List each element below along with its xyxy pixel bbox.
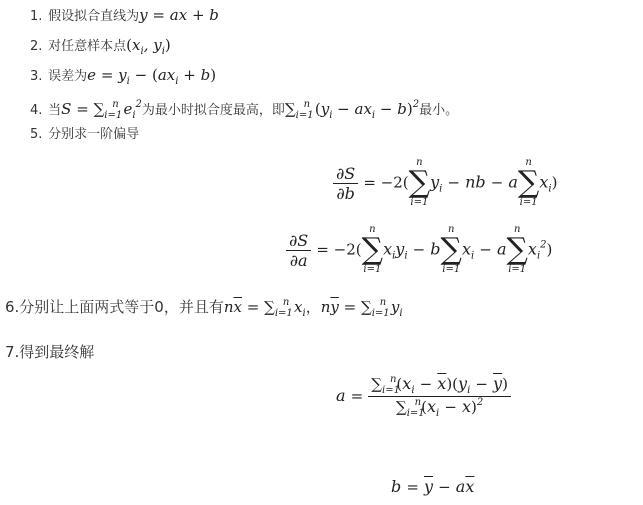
- error-equation: $e = y_i - (ax_i + b)$: [87, 66, 217, 87]
- sample-point: ($x_i$, $y_i$): [126, 36, 171, 57]
- line-equation: y = ax + b: [139, 6, 219, 24]
- step-text: 分别求一阶偏导: [48, 127, 140, 142]
- step-number: 3.: [30, 69, 43, 84]
- minimize-expression: $\sum_{i=1}^n$ $(y_i - ax_i - b)^2$: [284, 99, 420, 121]
- solution-a: a = $\frac{\sum_{i=1}^n(x_i - \overline{x})(y_i - \overline{y})}{\sum_{i=1}^n(x_i - \overline{x})^2}$: [336, 374, 511, 419]
- solution-b: $b = \overline{y} - a\overline{x}$: [391, 477, 475, 496]
- step-text: 误差为: [48, 69, 88, 84]
- step-number: 5.: [30, 127, 43, 142]
- step-6: 6.分别让上面两式等于0，并且有$n\overline{x} = \sum_{i=1}^n$ $x_i$，$n\overline{y} = \sum_{i=1}^n$ $y_i$: [5, 297, 403, 319]
- step-number: 2.: [30, 39, 43, 54]
- steps-list: [30, 0, 458, 150]
- partial-derivative-b: $\frac{\partial S}{\partial b}$ = −2( n ∑ i=1 $y_i$ − nb − a n ∑ i=1 $x_i$): [333, 158, 557, 208]
- mean-x-relation: $n\overline{x} = \sum_{i=1}^n$ $x_i$: [223, 297, 306, 319]
- step-number: 1.: [30, 9, 43, 24]
- step-text: 为最小时拟合度最高，即: [141, 103, 285, 118]
- step-4: [30, 90, 458, 120]
- step-7: 7.得到最终解: [5, 343, 95, 361]
- step-text: 最小。: [419, 103, 459, 118]
- step-text: 当: [48, 103, 62, 118]
- step-number: 4.: [30, 103, 43, 118]
- step-3: [30, 60, 458, 90]
- step-2: [30, 30, 458, 60]
- sum-squared-error: $S = \sum_{i=1}^n$ $e_i^2$: [61, 99, 142, 121]
- step-1: [30, 0, 458, 30]
- step-text: 对任意样本点: [48, 39, 127, 54]
- step-5: [30, 120, 458, 150]
- mean-y-relation: $n\overline{y} = \sum_{i=1}^n$ $y_i$: [320, 297, 403, 319]
- partial-derivative-a: $\frac{\partial S}{\partial a}$ = −2( n ∑ i=1 $x_iy_i - b$ n ∑ i=1 $x_i - a$ n ∑ i=1 $x_i^2$): [286, 225, 552, 275]
- step-text: 假设拟合直线为: [48, 9, 140, 24]
